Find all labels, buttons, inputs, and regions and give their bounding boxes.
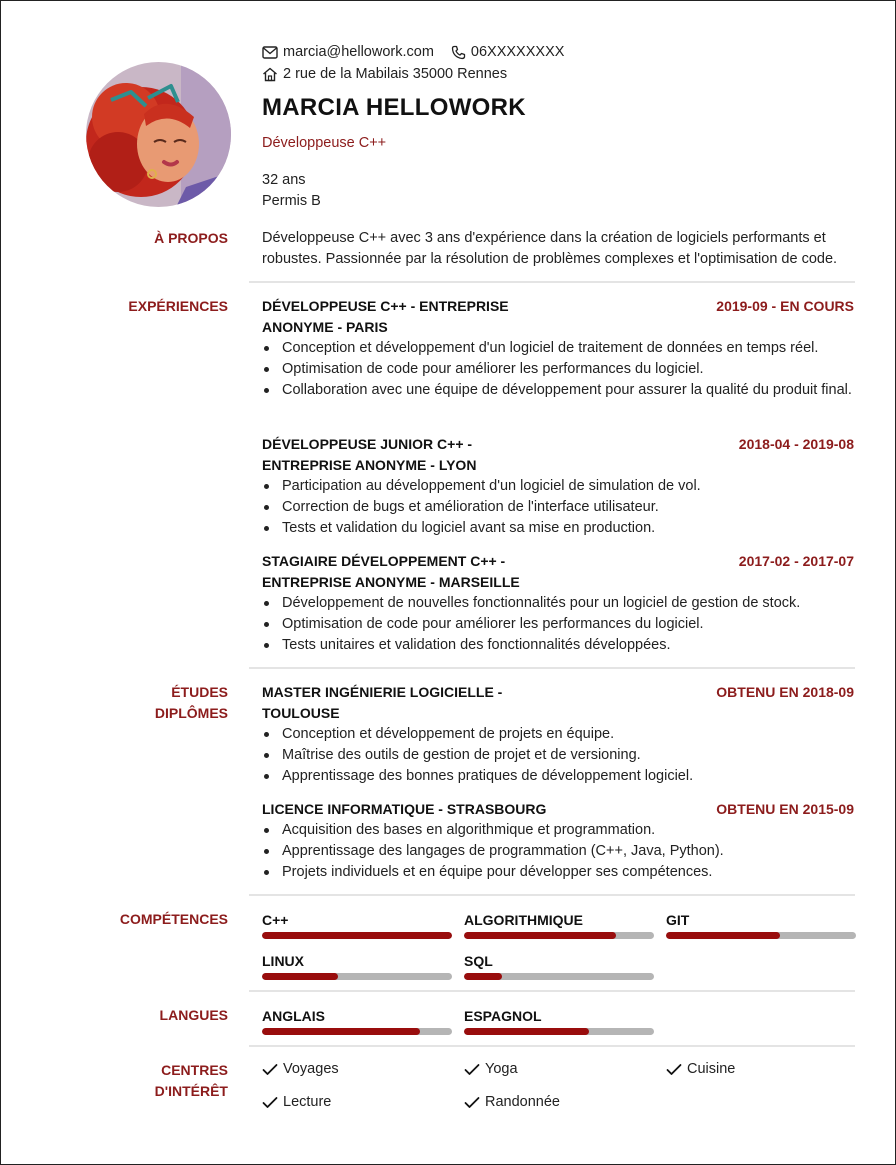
- list-item: Développement de nouvelles fonctionnalités pour un logiciel de gestion de stock.: [262, 593, 852, 614]
- skill-level-bar: [464, 973, 654, 980]
- list-item: Projets individuels et en équipe pour développer ses compétences.: [262, 862, 852, 883]
- section-label-education: ÉTUDES DIPLÔMES: [154, 684, 228, 721]
- contact-row: [262, 44, 581, 60]
- phone-item[interactable]: [451, 44, 565, 60]
- skill-item: [464, 952, 654, 980]
- skill-name: C++: [262, 912, 289, 928]
- education-title-1: MASTER INGÉNIERIE LOGICIELLE - TOULOUSE: [262, 684, 503, 721]
- skill-level-bar: [262, 973, 452, 980]
- language-level-bar: [464, 1028, 654, 1035]
- language-name: ESPAGNOL: [464, 1008, 542, 1024]
- list-item: Acquisition des bases en algorithmique et programmation.: [262, 820, 852, 841]
- education-bullets-1: [262, 724, 852, 787]
- skill-level-bar: [262, 932, 452, 939]
- skill-name: SQL: [464, 953, 493, 969]
- education-title-2: LICENCE INFORMATIQUE - STRASBOURG: [262, 801, 547, 817]
- section-label-interests: CENTRES D'INTÉRÊT: [154, 1062, 228, 1099]
- skill-item: [464, 911, 654, 939]
- divider: [249, 1045, 855, 1047]
- phone-icon: [451, 45, 466, 60]
- section-label-experience: EXPÉRIENCES: [128, 298, 228, 314]
- education-bullets-2: [262, 820, 852, 883]
- driving-license: Permis B: [262, 193, 321, 209]
- list-item: Participation au développement d'un logiciel de simulation de vol.: [262, 476, 852, 497]
- job-title: Développeuse C++: [262, 135, 387, 151]
- list-item: Tests unitaires et validation des fonctionnalités développées.: [262, 635, 852, 656]
- divider: [249, 667, 855, 669]
- list-item: Collaboration avec une équipe de développement pour assurer la qualité du produit final.: [262, 380, 852, 401]
- divider: [249, 281, 855, 283]
- experience-bullets-2: [262, 476, 852, 539]
- address-text: 2 rue de la Mabilais 35000 Rennes: [283, 66, 508, 82]
- interest-item: [464, 1061, 518, 1077]
- check-icon: [464, 1063, 480, 1076]
- experience-title-3: STAGIAIRE DÉVELOPPEMENT C++ - ENTREPRISE ANONYME - MARSEILLE: [262, 553, 520, 590]
- candidate-name: MARCIA HELLOWORK: [262, 94, 526, 121]
- skill-item: [666, 911, 856, 939]
- divider: [249, 990, 855, 992]
- list-item: Correction de bugs et amélioration de l'interface utilisateur.: [262, 497, 852, 518]
- education-date-1: OBTENU EN 2018-09: [716, 684, 854, 700]
- phone-text: 06XXXXXXXX: [470, 44, 565, 60]
- experience-date-2: 2018-04 - 2019-08: [738, 436, 854, 452]
- experience-bullets-1: [262, 338, 852, 401]
- mail-icon: [262, 46, 278, 59]
- skill-name: LINUX: [262, 953, 304, 969]
- check-icon: [262, 1063, 278, 1076]
- list-item: Conception et développement de projets en équipe.: [262, 724, 852, 745]
- experience-date-3: 2017-02 - 2017-07: [738, 553, 854, 569]
- list-item: Apprentissage des bonnes pratiques de développement logiciel.: [262, 766, 852, 787]
- email-item[interactable]: [262, 44, 434, 60]
- skill-item: [262, 911, 452, 939]
- education-date-2: OBTENU EN 2015-09: [716, 801, 854, 817]
- section-label-languages: LANGUES: [159, 1007, 228, 1023]
- list-item: Maîtrise des outils de gestion de projet et de versioning.: [262, 745, 852, 766]
- list-item: Conception et développement d'un logiciel de traitement de données en temps réel.: [262, 338, 852, 359]
- section-label-about: À PROPOS: [154, 230, 228, 246]
- interest-label: Voyages: [283, 1061, 339, 1077]
- list-item: Apprentissage des langages de programmation (C++, Java, Python).: [262, 841, 852, 862]
- interest-label: Yoga: [485, 1061, 518, 1077]
- check-icon: [666, 1063, 682, 1076]
- home-icon: [262, 67, 278, 82]
- section-label-skills: COMPÉTENCES: [119, 911, 228, 927]
- address-row: [262, 66, 524, 82]
- check-icon: [262, 1096, 278, 1109]
- interest-label: Lecture: [283, 1094, 332, 1110]
- language-name: ANGLAIS: [262, 1008, 325, 1024]
- language-level-bar: [262, 1028, 452, 1035]
- interest-item: [464, 1094, 560, 1110]
- divider: [249, 894, 855, 896]
- interest-label: Cuisine: [687, 1061, 736, 1077]
- experience-bullets-3: [262, 593, 852, 656]
- list-item: Optimisation de code pour améliorer les performances du logiciel.: [262, 359, 852, 380]
- experience-title-1: DÉVELOPPEUSE C++ - ENTREPRISE ANONYME - PARIS: [262, 298, 509, 335]
- skill-level-bar: [666, 932, 856, 939]
- skill-item: [262, 952, 452, 980]
- interest-label: Randonnée: [485, 1094, 560, 1110]
- experience-title-2: DÉVELOPPEUSE JUNIOR C++ - ENTREPRISE ANONYME - LYON: [262, 436, 477, 473]
- language-item: [262, 1007, 452, 1035]
- interest-item: [262, 1061, 339, 1077]
- language-item: [464, 1007, 654, 1035]
- list-item: Tests et validation du logiciel avant sa mise en production.: [262, 518, 852, 539]
- check-icon: [464, 1096, 480, 1109]
- address-item: [262, 66, 507, 82]
- age: 32 ans: [262, 172, 306, 188]
- skill-name: GIT: [666, 912, 690, 928]
- profile-photo: [86, 62, 231, 207]
- interest-item: [262, 1094, 331, 1110]
- email-text: marcia@hellowork.com: [283, 44, 434, 60]
- experience-date-1: 2019-09 - EN COURS: [716, 298, 854, 314]
- interest-item: [666, 1061, 735, 1077]
- about-text: Développeuse C++ avec 3 ans d'expérience dans la création de logiciels performants et robustes. Passionnée par la résolution de problèmes complexes et l'optimisation de code.: [262, 230, 838, 267]
- skill-name: ALGORITHMIQUE: [464, 912, 583, 928]
- skill-level-bar: [464, 932, 654, 939]
- list-item: Optimisation de code pour améliorer les performances du logiciel.: [262, 614, 852, 635]
